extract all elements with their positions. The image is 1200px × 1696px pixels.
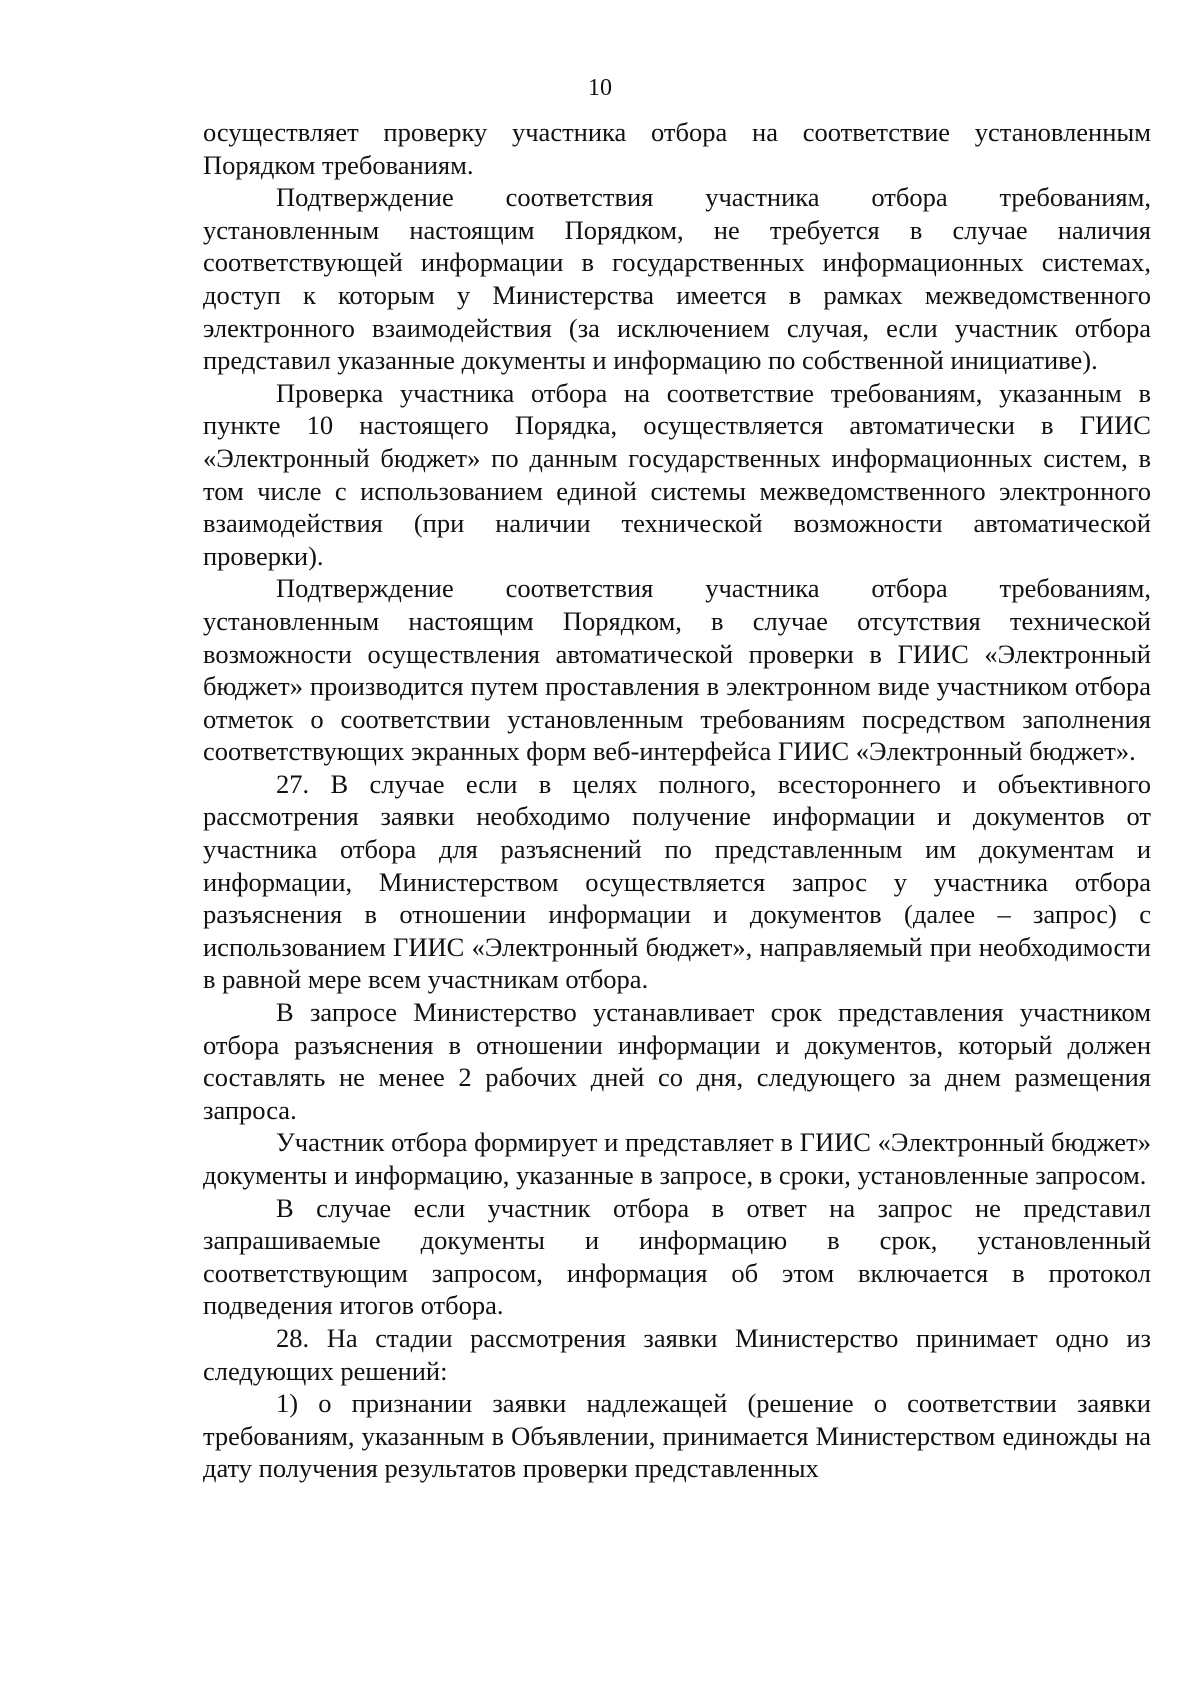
paragraph-confirmation-not-required: Подтверждение соответствия участника отбора требованиям, установленным настоящим Порядком, не требуется в случае наличия соответствующей информации в государственных информационных системах, доступ к которым у Министерства имеется в рамках межведомственного электронного взаимодействия (за исключением случая, если участник отбора представил указанные документы и информацию по собственной инициативе). <box>203 182 1151 376</box>
paragraph-automatic-check: Проверка участника отбора на соответствие требованиям, указанным в пункте 10 настоящего Порядка, осуществляется автоматически в ГИИС «Электронный бюджет» по данным государственных информационных систем, в том числе с использованием единой системы межведомственного электронного взаимодействия (при наличии технической возможности автоматической проверки). <box>203 377 1151 571</box>
paragraph-continuation: осуществляет проверку участника отбора на соответствие установленным Порядком требованиям. <box>203 117 1151 180</box>
document-body <box>203 116 1151 1485</box>
paragraph-participant-response: Участник отбора формирует и представляет в ГИИС «Электронный бюджет» документы и информацию, указанные в запросе, в сроки, установленные запросом. <box>203 1127 1151 1190</box>
paragraph-manual-confirmation: Подтверждение соответствия участника отбора требованиям, установленным настоящим Порядком, в случае отсутствия технической возможности осуществления автоматической проверки в ГИИС «Электронный бюджет» производится путем проставления в электронном виде участником отбора отметок о соответствии установленным требованиям посредством заполнения соответствующих экранных форм веб-интерфейса ГИИС «Электронный бюджет». <box>203 573 1151 767</box>
paragraph-no-response: В случае если участник отбора в ответ на запрос не представил запрашиваемые документы и информацию в срок, установленный соответствующим запросом, информация об этом включается в протокол подведения итогов отбора. <box>203 1192 1151 1321</box>
paragraph-item-27: 27. В случае если в целях полного, всестороннего и объективного рассмотрения заявки необходимо получение информации и документов от участника отбора для разъяснений по представленным им документам и информации, Министерством осуществляется запрос у участника отбора разъяснения в отношении информации и документов (далее – запрос) с использованием ГИИС «Электронный бюджет», направляемый при необходимости в равной мере всем участникам отбора. <box>203 768 1151 995</box>
page-number: 10 <box>588 75 612 101</box>
paragraph-item-28: 28. На стадии рассмотрения заявки Министерство принимает одно из следующих решений: <box>203 1322 1151 1386</box>
paragraph-request-deadline: В запросе Министерство устанавливает срок представления участником отбора разъяснения в отношении информации и документов, который должен составлять не менее 2 рабочих дней со дня, следующего за днем размещения запроса. <box>203 997 1151 1125</box>
paragraph-subitem-1: 1) о признании заявки надлежащей (решение о соответствии заявки требованиям, указанным в Объявлении, принимается Министерством единожды на дату получения результатов проверки представленных <box>203 1388 1151 1484</box>
